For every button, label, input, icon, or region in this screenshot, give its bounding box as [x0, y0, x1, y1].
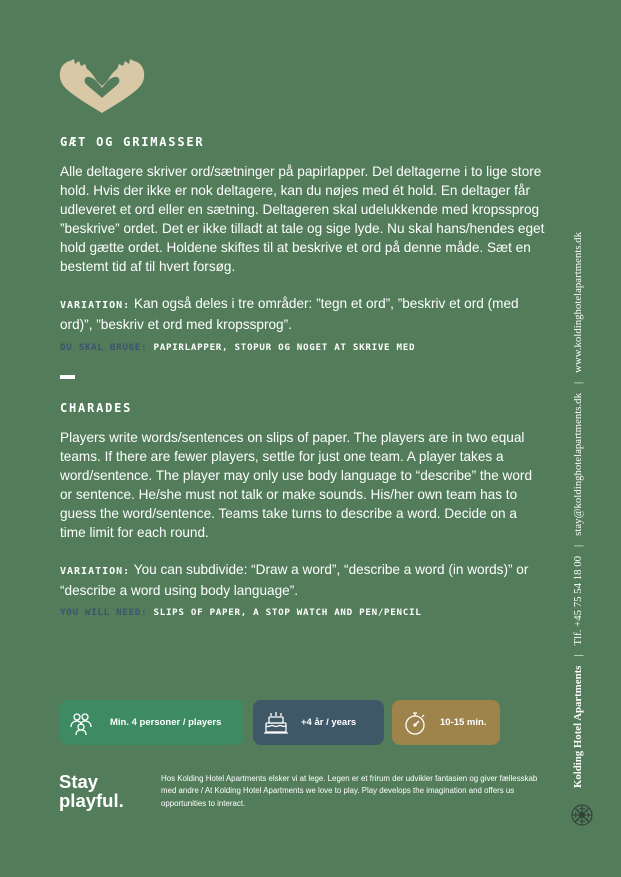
- section-divider: [60, 375, 75, 379]
- variation-text-da: Kan også deles i tre områder: ”tegn et ord”, ”beskriv et ord (med ord)”, ”beskriv et ord med kropssprog”.: [60, 296, 519, 332]
- footer-text: Hos Kolding Hotel Apartments elsker vi at lege. Legen er et frirum der udvikler fantasien og giver fællesskab med andre / At Kolding Hotel Apartments we love to play. Play develops the imagination and offers us opportunities to interact.: [161, 774, 538, 808]
- variation-label-da: VARIATION:: [60, 300, 131, 311]
- badge-time-label: 10-15 min.: [440, 717, 487, 728]
- section-body-da: Alle deltagere skriver ord/sætninger på papirlapper. Del deltagerne i to lige store hold. Hvis der ikke er nok deltagere, kan du nøjes med ét hold. En deltager får udleveret et ord eller en sætning. Deltageren skal udelukkende med kropssprog ”beskrive” ordet. Det er ikke tilladt at tale og sige lyde. Nu skal hans/hendes eget hold gætte ordet. Holdene skiftes til at beskrive et ord på denne måde. Sæt en bestemt tid af til hvert forsøg.: [60, 164, 545, 274]
- slogan: [59, 772, 124, 810]
- variation-da: [60, 294, 546, 334]
- need-value-en: SLIPS OF PAPER, A STOP WATCH AND PEN/PENCIL: [153, 607, 422, 618]
- badge-players-label: Min. 4 personer / players: [110, 717, 222, 728]
- variation-en: [60, 560, 546, 600]
- section-body-en: Players write words/sentences on slips of paper. The players are in two equal teams. If there are fewer players, settle for just one team. A player takes a word/sentence. The player may only use body language to “describe” the word or sentence. He/she must not talk or make sounds. His/her own team has to guess the word/sentence. Teams take turns to describe a word. Decide on a time limit for each round.: [60, 430, 533, 540]
- badge-players: [60, 700, 244, 745]
- section-title-da: GÆT OG GRIMASSER: [60, 135, 205, 149]
- website-link[interactable]: www.koldinghotelapartments.dk: [572, 232, 584, 373]
- need-label-da: DU SKAL BRUGE:: [60, 342, 148, 353]
- vertical-contact-strip: [572, 232, 584, 788]
- cake-icon: [263, 710, 289, 736]
- variation-text-en: You can subdivide: “Draw a word”, “describe a word (in words)” or “describe a word using body language”.: [60, 562, 529, 598]
- need-row-da: [60, 342, 415, 353]
- people-icon: [68, 710, 94, 736]
- stopwatch-icon: [402, 710, 428, 736]
- need-row-en: [60, 607, 421, 618]
- need-value-da: PAPIRLAPPER, STOPUR OG NOGET AT SKRIVE MED: [153, 342, 416, 353]
- heart-hands-icon: [58, 58, 146, 114]
- slogan-line-2: playful.: [59, 790, 124, 811]
- badge-time: [392, 700, 500, 745]
- variation-label-en: VARIATION:: [60, 566, 131, 577]
- badge-age: [253, 700, 384, 745]
- brand-name: Kolding Hotel Apartments: [572, 665, 584, 788]
- phone-number: Tlf. +45 75 54 18 00: [572, 555, 584, 646]
- need-label-en: YOU WILL NEED:: [60, 607, 148, 618]
- separator: |: [572, 654, 584, 657]
- section-title-en: CHARADES: [60, 401, 133, 415]
- badge-age-label: +4 år / years: [301, 717, 357, 728]
- separator: |: [572, 381, 584, 385]
- email-address[interactable]: stay@koldinghotelapartments.dk: [572, 393, 584, 536]
- slogan-line-1: Stay: [59, 771, 99, 792]
- rosette-logo-icon: [571, 804, 593, 826]
- separator: |: [572, 544, 584, 547]
